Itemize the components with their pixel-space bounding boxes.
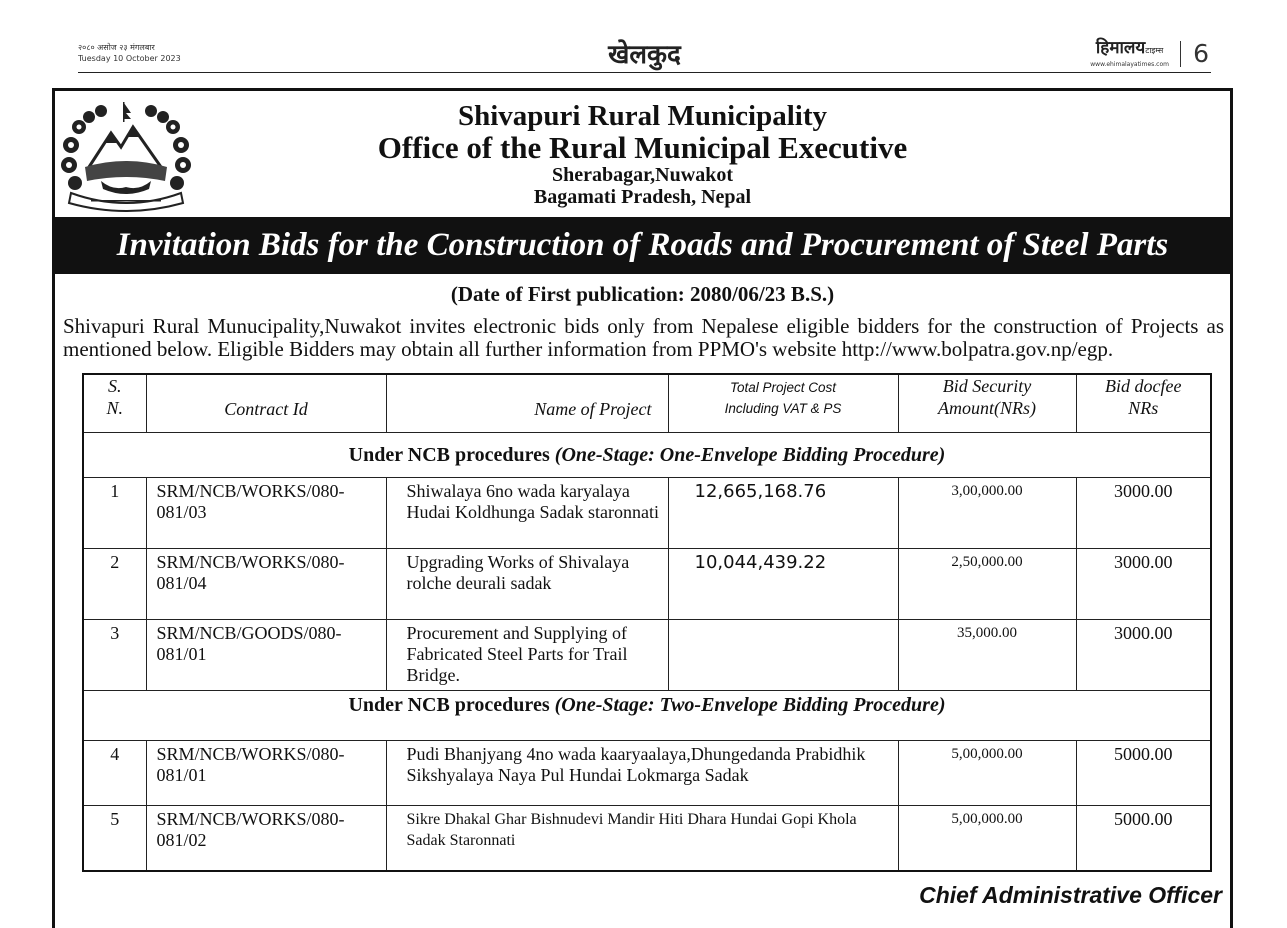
header-sn-line1: S.	[108, 376, 122, 396]
address-line-2: Bagamati Pradesh, Nepal	[533, 186, 752, 208]
procedure-row	[83, 432, 1211, 477]
cell-sn: 2	[83, 548, 146, 619]
table-row	[83, 548, 1211, 619]
cell-security: 2,50,000.00	[898, 548, 1076, 619]
cell-cost: 10,044,439.22	[668, 548, 898, 619]
cell-contract-id: SRM/NCB/WORKS/080-081/01	[146, 740, 386, 805]
cell-security: 5,00,000.00	[898, 740, 1076, 805]
header-fee-line2: NRs	[1128, 398, 1159, 418]
procedure-label: Under NCB procedures	[348, 693, 555, 716]
signature-title: Chief Administrative Officer	[919, 882, 1222, 908]
cell-fee: 5000.00	[1076, 740, 1211, 805]
brand-suffix: टाइम्स	[1145, 46, 1164, 55]
cell-fee: 3000.00	[1076, 548, 1211, 619]
cell-project: Upgrading Works of Shivalaya rolche deurali sadak	[386, 548, 668, 619]
header-cost-line2: Including VAT & PS	[724, 401, 842, 416]
newspaper-header	[78, 38, 1211, 73]
notice-heading	[55, 101, 1230, 208]
cell-cost: 12,665,168.76	[668, 477, 898, 548]
bid-notice	[52, 88, 1233, 928]
header-project-name: Name of Project	[386, 374, 668, 432]
cell-sn: 4	[83, 740, 146, 805]
cell-contract-id: SRM/NCB/WORKS/080-081/02	[146, 805, 386, 871]
cell-contract-id: SRM/NCB/WORKS/080-081/03	[146, 477, 386, 548]
page-number: 6	[1193, 39, 1209, 68]
header-divider	[1180, 41, 1181, 67]
header-security-line1: Bid Security	[942, 376, 1032, 396]
cell-fee: 5000.00	[1076, 805, 1211, 871]
cell-security: 3,00,000.00	[898, 477, 1076, 548]
cell-project: Sikre Dhakal Ghar Bishnudevi Mandir Hiti Dhara Hundai Gopi Khola Sadak Staronnati	[386, 805, 898, 871]
table-row	[83, 740, 1211, 805]
publication-date: (Date of First publication: 2080/06/23 B.S.)	[450, 282, 835, 306]
bid-table	[82, 373, 1212, 872]
cell-security: 5,00,000.00	[898, 805, 1076, 871]
cell-cost	[668, 619, 898, 690]
header-sn	[83, 374, 146, 432]
intro-paragraph: Shivapuri Rural Munucipality,Nuwakot invites electronic bids only from Nepalese eligible bidders for the construction of Projects as mentioned below. Eligible Bidders may obtain all further information from PPMO's website http://www.bolpatra.gov.np/egp.	[63, 314, 1224, 361]
header-cost-line1: Total Project Cost	[729, 380, 837, 395]
cell-contract-id: SRM/NCB/WORKS/080-081/04	[146, 548, 386, 619]
notice-title-banner: Invitation Bids for the Construction of Roads and Procurement of Steel Parts	[55, 217, 1230, 274]
cell-contract-id: SRM/NCB/GOODS/080-081/01	[146, 619, 386, 690]
procedure-detail: (One-Stage: Two-Envelope Bidding Procedure)	[554, 693, 946, 716]
header-contract-id: Contract Id	[146, 374, 386, 432]
brand-logo	[1090, 38, 1169, 61]
header-sn-line2: N.	[106, 398, 123, 418]
brand-name: हिमालय	[1095, 38, 1146, 58]
cell-fee: 3000.00	[1076, 619, 1211, 690]
procedure-heading-1	[83, 432, 1211, 477]
cell-sn: 5	[83, 805, 146, 871]
cell-sn: 1	[83, 477, 146, 548]
header-project-cost	[668, 374, 898, 432]
table-row	[83, 619, 1211, 690]
header-security-line2: Amount(NRs)	[938, 398, 1036, 418]
procedure-heading-2	[83, 690, 1211, 740]
table-header-row	[83, 374, 1211, 432]
cell-security: 35,000.00	[898, 619, 1076, 690]
table-row	[83, 477, 1211, 548]
cell-project: Shiwalaya 6no wada karyalaya Hudai Koldhunga Sadak staronnati	[386, 477, 668, 548]
cell-project: Pudi Bhanjyang 4no wada kaaryaalaya,Dhungedanda Prabidhik Sikshyalaya Naya Pul Hundai Lokmarga Sadak	[386, 740, 898, 805]
office-name: Office of the Rural Municipal Executive	[377, 130, 908, 165]
cell-project: Procurement and Supplying of Fabricated Steel Parts for Trail Bridge.	[386, 619, 668, 690]
procedure-label: Under NCB procedures	[348, 443, 555, 466]
org-name: Shivapuri Rural Municipality	[457, 100, 827, 132]
newspaper-brand	[1090, 38, 1169, 69]
address-line-1: Sherabagar,Nuwakot	[552, 164, 733, 186]
brand-url: www.ehimalayatimes.com	[1090, 61, 1169, 68]
procedure-row	[83, 690, 1211, 740]
date-nepali: २०८० असोज २३ मंगलबार	[78, 43, 155, 52]
procedure-detail: (One-Stage: One-Envelope Bidding Procedure)	[554, 443, 946, 466]
header-fee-line1: Bid docfee	[1105, 376, 1182, 396]
date-english: Tuesday 10 October 2023	[78, 54, 181, 63]
cell-fee: 3000.00	[1076, 477, 1211, 548]
header-bid-security	[898, 374, 1076, 432]
section-title: खेलकुद	[608, 40, 681, 70]
table-row	[83, 805, 1211, 871]
header-bid-docfee	[1076, 374, 1211, 432]
cell-sn: 3	[83, 619, 146, 690]
